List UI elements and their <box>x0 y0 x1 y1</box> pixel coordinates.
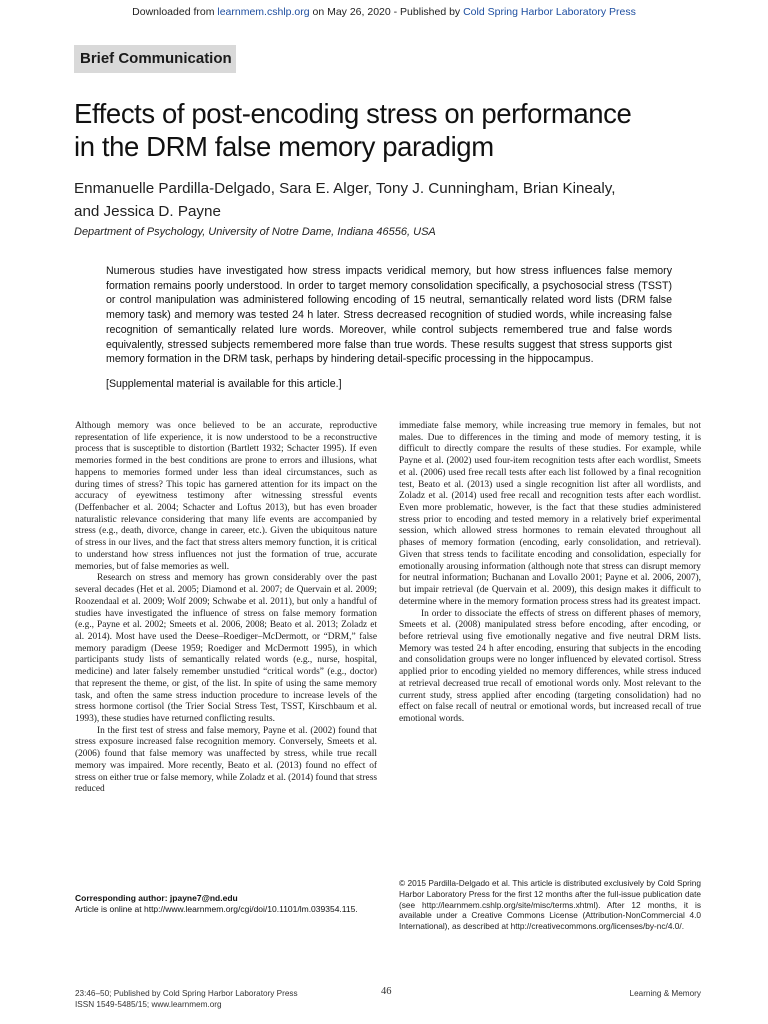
paragraph: In order to dissociate the effects of stress on different phases of memory, Smeets et al. (2008) manipulated stress before encoding, after encoding, or before retrieval using five emotionally negative and five neutral DRM lists. Memory was tested 24 h after encoding, ensuring that subjects in the encoding and consolidation groups were no longer influenced by elevated cortisol. Stress applied prior to encoding yielded no memory differences, while stress induced at retrieval decreased true recall of emotional words only. Most relevant to the current study, stress applied after encoding (targeting consolidation) had no effect on false recall of neutral or emotional words, but increased recall of true emotional words. <box>399 608 701 724</box>
banner-middle: on May 26, 2020 - Published by <box>309 6 464 18</box>
supplemental-note: [Supplemental material is available for this article.] <box>106 378 342 390</box>
corresponding-author <box>75 893 395 915</box>
journal-name: Learning & Memory <box>629 989 701 998</box>
footer-citation: 23:46–50; Published by Cold Spring Harbor Laboratory Press <box>75 989 298 998</box>
article-online-note: Article is online at http://www.learnmem.org/cgi/doi/10.1101/lm.039354.115. <box>75 904 358 914</box>
publisher-link[interactable]: Cold Spring Harbor Laboratory Press <box>463 6 636 18</box>
paragraph: Research on stress and memory has grown considerably over the past several decades (Het et al. 2005; Diamond et al. 2007; de Quervain et al. 2009; Roozendaal et al. 2009; Wolf 2009; Schwabe et al. 2011), but only a handful of studies have investigated the influence of stress on false memory formation (e.g., Payne et al. 2002; Smeets et al. 2006, 2008; Beato et al. 2013; Zoladz et al. 2014). Most have used the Deese–Roediger–McDermott, or “DRM,” false memory paradigm (Deese 1959; Roediger and McDermott 1995), in which participants study lists of semantically related words (e.g., nurse, hospital, medicine) and later falsely remember unstudied “critical words” (e.g., doctor) that represent the theme, or gist, of the list. In spite of using the same memory task, and often the same stress induction procedure to increase levels of the stress hormone cortisol (the Trier Social Stress Test, TSST, Kirschbaum et al. 1993), these studies have returned conflicting results. <box>75 573 377 724</box>
footer-issn: ISSN 1549-5485/15; www.learnmem.org <box>75 1000 222 1009</box>
section-label: Brief Communication <box>74 45 236 73</box>
authors-line-2: and Jessica D. Payne <box>74 203 221 220</box>
download-banner <box>0 6 768 18</box>
title-line-1: Effects of post-encoding stress on performance <box>74 98 632 129</box>
page-number: 46 <box>381 986 392 997</box>
article-title <box>74 97 694 163</box>
affiliation: Department of Psychology, University of Notre Dame, Indiana 46556, USA <box>74 226 436 238</box>
corresponding-label: Corresponding author: <box>75 893 170 903</box>
copyright-notice: © 2015 Pardilla-Delgado et al. This article is distributed exclusively by Cold Spring Harbor Laboratory Press for the first 12 months after the full-issue publication date (see http://learnmem.cshlp.org/site/misc/terms.xhtml). After 12 months, it is available under a Creative Commons License (Attribution-NonCommercial 4.0 International), as described at http://creativecommons.org/licenses/by-nc/4.0/. <box>399 878 701 932</box>
body-column-right <box>399 421 701 726</box>
authors-line-1: Enmanuelle Pardilla-Delgado, Sara E. Alger, Tony J. Cunningham, Brian Kinealy, <box>74 180 616 197</box>
paragraph: immediate false memory, while increasing true memory in females, but not males. Due to differences in the timing and mode of memory testing, it is difficult to directly compare the results of these studies. For example, while Payne et al. (2002) used four-item recognition tests after each wordlist, Smeets et al. (2006) used free recall tests after each list followed by a final recognition test, Beato et al. (2013) used a single recognition list after all wordlists, and Zoladz et al. (2014) used free recall and recognition tests after each wordlist. Even more problematic, however, is the fact that these studies administered stress prior to encoding and tested memory in a relatively brief experimental session, which allowed stress hormones to remain elevated throughout all phases of memory formation (encoding, early consolidation, and retrieval). Given that stress tends to facilitate encoding and consolidation, especially for emotionally arousing information (although note that stress can disrupt memory for neutral information; Buchanan and Lovallo 2001; Payne et al. 2006, 2007), but impair retrieval (de Quervain et al. 2009), this design makes it difficult to determine where in the memory formation process stress had its greatest impact. <box>399 421 701 607</box>
paragraph: Although memory was once believed to be an accurate, reproductive representation of life experience, it is now understood to be a reconstructive process that is susceptible to distortion (Bartlett 1932; Schacter 1995). If even memories formed in the best conditions are prone to errors and illusions, what happens to memories formed under less than ideal circumstances, such as during times of stress? This topic has garnered attention for its impact on the accuracy of eyewitness testimony after witnessing stressful events (Deffenbacher et al. 2004; Schacter and Loftus 2013), but has even broader naturalistic relevance considering that many life events are accompanied by stress (e.g., death, divorce, change in career, etc.). Given the ubiquitous nature of stress in our lives, and the fact that stress alters memory function, it is critical to understand how stress influences not just the formation of true, accurate memories, but of false memories as well. <box>75 421 377 572</box>
title-line-2: in the DRM false memory paradigm <box>74 131 494 162</box>
paragraph: In the first test of stress and false memory, Payne et al. (2002) found that stress exposure increased false recognition memory. Conversely, Smeets et al. (2006) found that false memory was unaffected by stress, while true recall memory was impaired. More recently, Beato et al. (2013) found no effect of stress on either true or false memory, while Zoladz et al. (2014) found that stress reduced <box>75 725 377 795</box>
abstract: Numerous studies have investigated how stress impacts veridical memory, but how stress influences false memory formation remains poorly understood. In order to target memory consolidation specifically, a psychosocial stress (TSST) or control manipulation was administered following encoding of 15 neutral, semantically related word lists (DRM false memory task) and memory was tested 24 h later. Stress decreased recognition of studied words, while increasing false recognition of semantically related lure words. Moreover, while control subjects remembered true and false words equivalently, stressed subjects remembered more false than true words. These results suggest that stress supports gist memory formation in the DRM task, perhaps by hindering detail-specific processing in the hippocampus. <box>106 265 672 366</box>
author-list <box>74 177 714 223</box>
body-column-left <box>75 421 377 796</box>
footer-citation-block <box>75 988 335 1010</box>
site-link[interactable]: learnmem.cshlp.org <box>217 6 310 18</box>
corresponding-email[interactable]: jpayne7@nd.edu <box>169 893 238 903</box>
banner-prefix: Downloaded from <box>132 6 218 18</box>
